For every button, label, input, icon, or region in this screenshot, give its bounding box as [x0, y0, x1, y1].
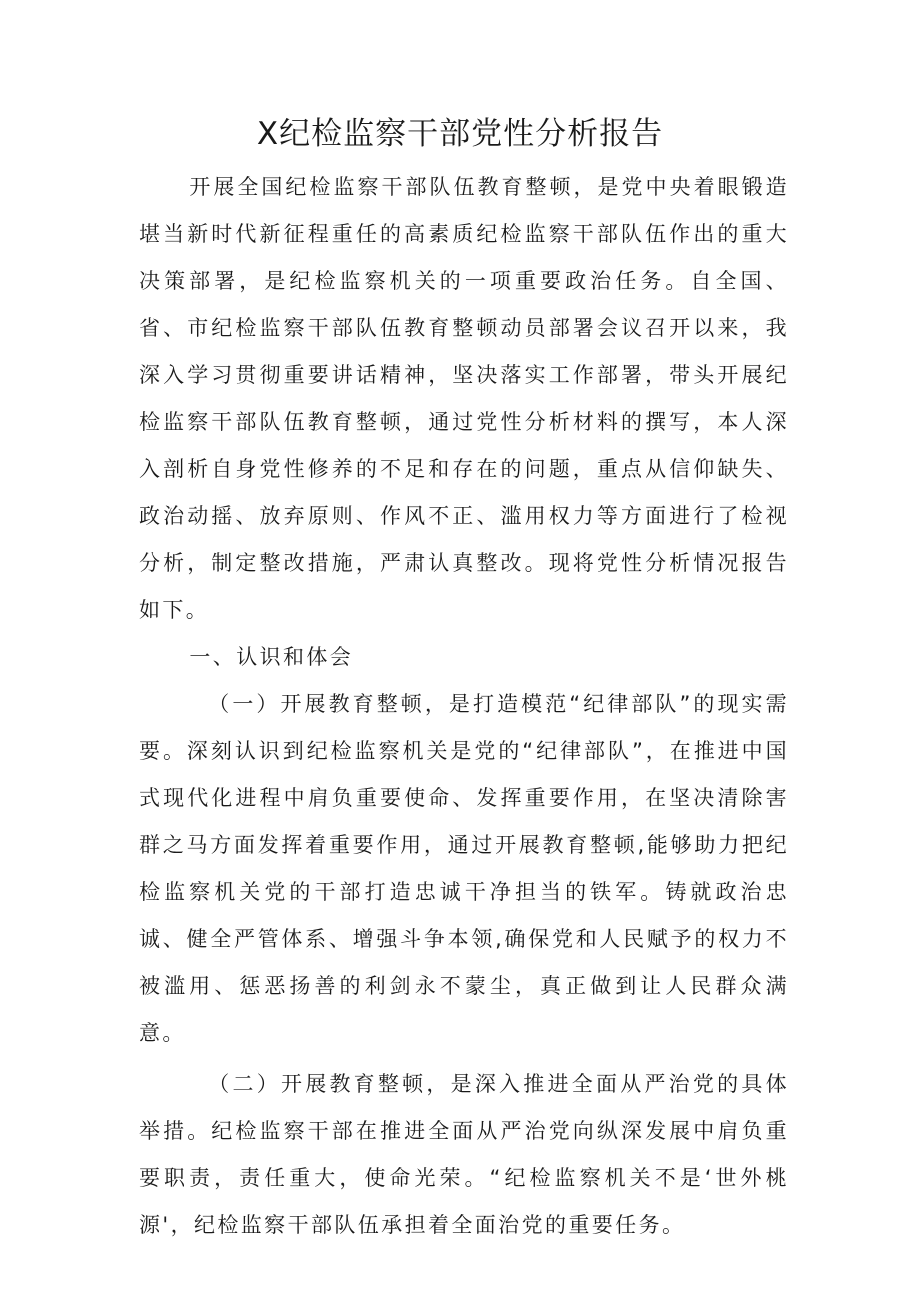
subsection-paragraph-2: （二）开展教育整顿，是深入推进全面从严治党的具体举措。纪检监察干部在推进全面从严治党向纵深发展中肩负重要职责，责任重大，使命光荣。“纪检监察机关不是‘世外桃源'，纪检监察干部队伍承担着全面治党的重要任务。 [139, 1072, 789, 1237]
document-body [139, 164, 789, 1249]
subsection-paragraph-1: （一）开展教育整顿，是打造模范“纪律部队”的现实需要。深刻认识到纪检监察机关是党的“纪律部队”，在推进中国式现代化进程中肩负重要使命、发挥重要作用，在坚决清除害群之马方面发挥着重要作用，通过开展教育整顿,能够助力把纪检监察机关党的干部打造忠诚干净担当的铁军。铸就政治忠诚、健全严管体系、增强斗争本领,确保党和人民赋予的权力不被滥用、惩恶扬善的利剑永不蒙尘，真正做到让人民群众满意。 [139, 692, 789, 1045]
section-heading-1: 一、认识和体会 [189, 645, 354, 669]
document-title: X纪检监察干部党性分析报告 [256, 116, 664, 152]
intro-paragraph: 开展全国纪检监察干部队伍教育整顿，是党中央着眼锻造堪当新时代新征程重任的高素质纪检监察干部队伍作出的重大决策部署，是纪检监察机关的一项重要政治任务。自全国、省、市纪检监察干部队伍教育整顿动员部署会议召开以来，我深入学习贯彻重要讲话精神，坚决落实工作部署，带头开展纪检监察干部队伍教育整顿，通过党性分析材料的撰写，本人深入剖析自身党性修养的不足和存在的问题，重点从信仰缺失、政治动摇、放弃原则、作风不正、滥用权力等方面进行了检视分析，制定整改措施，严肃认真整改。现将党性分析情况报告如下。 [139, 175, 789, 622]
